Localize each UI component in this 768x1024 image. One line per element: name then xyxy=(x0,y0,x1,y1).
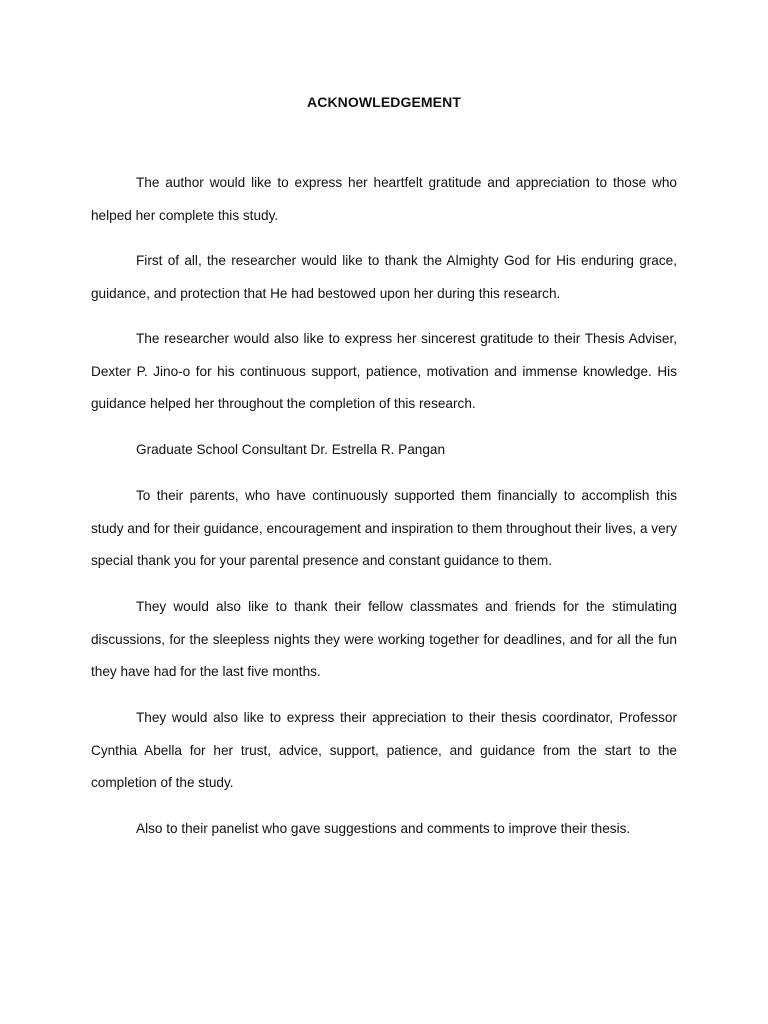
paragraph-thesis-coordinator: They would also like to express their appreciation to their thesis coordinator, Professor Cynthia Abella for her trust, advice, support, patience, and guidance from the start to the completion of the study. xyxy=(91,710,677,791)
paragraph-thesis-adviser: The researcher would also like to express her sincerest gratitude to their Thesis Adviser, Dexter P. Jino-o for his continuous support, patience, motivation and immense knowledge. His guidance helped her throughout the completion of this research. xyxy=(91,331,677,412)
paragraph-classmates: They would also like to thank their fellow classmates and friends for the stimulating discussions, for the sleepless nights they were working together for deadlines, and for all the fun they have had for the last five months. xyxy=(91,599,677,680)
paragraph-panelists: Also to their panelist who gave suggestions and comments to improve their thesis. xyxy=(136,821,631,836)
paragraph-gratitude-intro: The author would like to express her heartfelt gratitude and appreciation to those who helped her complete this study. xyxy=(91,175,677,223)
paragraph-thanks-god: First of all, the researcher would like to thank the Almighty God for His enduring grace, guidance, and protection that He had bestowed upon her during this research. xyxy=(91,253,677,301)
paragraph-parents: To their parents, who have continuously supported them financially to accomplish this study and for their guidance, encouragement and inspiration to them throughout their lives, a very special thank you for your parental presence and constant guidance to them. xyxy=(91,488,677,569)
page-title: ACKNOWLEDGEMENT xyxy=(307,94,461,110)
paragraph-graduate-consultant: Graduate School Consultant Dr. Estrella R. Pangan xyxy=(136,442,446,457)
